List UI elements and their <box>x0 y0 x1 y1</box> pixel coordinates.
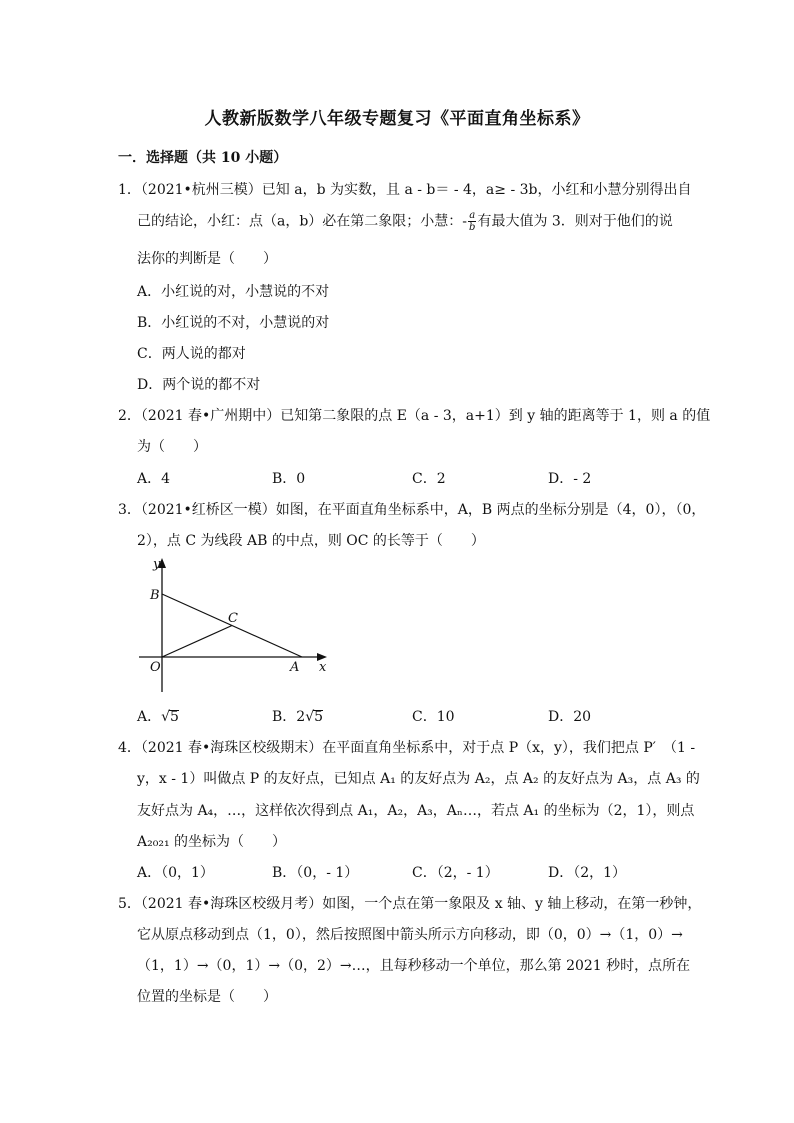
q4-line-4: A₂₀₂₁ 的坐标为（ ） <box>137 834 287 850</box>
q2-line-2: 为（ ） <box>137 439 207 455</box>
q3-option-a[interactable] <box>137 706 179 726</box>
y-axis-label: y <box>153 557 161 572</box>
point-c-label: C <box>228 611 238 626</box>
q1-fraction <box>468 210 476 233</box>
q2-line-1: 2．（2021 春•广州期中）已知第二象限的点 E（a - 3，a+1）到 y 轴的距离等于 1，则 a 的值 <box>118 408 711 424</box>
q2-option-a[interactable]: A．4 <box>137 471 171 487</box>
q3-line-2: 2），点 C 为线段 AB 的中点，则 OC 的长等于（ ） <box>137 533 485 549</box>
q2-option-c[interactable]: C．2 <box>412 471 446 487</box>
q1-line-1: 1．（2021•杭州三模）已知 a，b 为实数，且 a - b＝ - 4，a≥ - 3b，小红和小慧分别得出自 <box>118 182 692 198</box>
q4-line-2: y，x - 1）叫做点 P 的友好点，已知点 A₁ 的友好点为 A₂，点 A₂ 的友好点为 A₃，点 A₃ 的 <box>137 771 700 787</box>
q1-option-d[interactable]: D．两个说的都不对 <box>137 377 261 393</box>
point-b-label: B <box>150 588 160 603</box>
point-o-label: O <box>150 660 161 675</box>
q4-option-b[interactable]: B．（0，- 1） <box>272 865 359 881</box>
q3-option-b-prefix: B．2 <box>272 709 306 725</box>
q4-option-d[interactable]: D．（2，1） <box>548 865 627 881</box>
q1-option-c[interactable]: C．两人说的都对 <box>137 346 246 362</box>
q3-option-d[interactable]: D．20 <box>548 709 592 725</box>
sqrt-icon: √ <box>305 709 315 725</box>
q3-line-1: 3．（2021•红桥区一模）如图，在平面直角坐标系中，A，B 两点的坐标分别是（4，0），（0， <box>118 502 706 518</box>
q1-line-3: 法你的判断是（ ） <box>137 251 277 267</box>
sqrt-icon: √ <box>161 709 171 725</box>
q4-option-c[interactable]: C．（2，- 1） <box>412 865 499 881</box>
q3-option-a-prefix: A． <box>137 709 162 725</box>
q4-line-1: 4．（2021 春•海珠区校级期末）在平面直角坐标系中，对于点 P（x，y），我们把点 P′ （1 - <box>118 740 696 756</box>
q3-option-b[interactable] <box>272 706 323 726</box>
q1-option-a[interactable]: A．小红说的对，小慧说的不对 <box>137 284 330 300</box>
q2-option-d[interactable]: D．- 2 <box>548 471 592 487</box>
q3-coordinate-figure <box>135 556 335 696</box>
q1-line-2-start: 己的结论，小红：点（a，b）必在第二象限；小慧：- <box>137 213 468 230</box>
q4-option-a[interactable]: A．（0，1） <box>137 865 214 881</box>
q3-option-b-radicand: 5 <box>314 709 324 725</box>
page-title: 人教新版数学八年级专题复习《平面直角坐标系》 <box>204 109 590 129</box>
q5-line-1: 5．（2021 春•海珠区校级月考）如图，一个点在第一象限及 x 轴、y 轴上移动，在第一秒钟， <box>118 896 702 912</box>
q1-line-2 <box>137 210 673 233</box>
q3-option-c[interactable]: C．10 <box>412 709 455 725</box>
q5-line-2: 它从原点移动到点（1，0），然后按照图中箭头所示方向移动，即（0，0）→（1，0）→ <box>137 927 683 943</box>
segment-oc <box>162 626 232 658</box>
q1-fraction-denominator: b <box>469 222 476 233</box>
q5-line-4: 位置的坐标是（ ） <box>137 989 277 1005</box>
q1-option-b[interactable]: B．小红说的不对，小慧说的对 <box>137 315 330 331</box>
x-axis-label: x <box>319 660 327 675</box>
q3-option-a-radicand: 5 <box>170 709 179 725</box>
q1-fraction-numerator: a <box>469 210 476 221</box>
point-a-label: A <box>290 660 300 675</box>
section-heading: 一．选择题（共 10 小题） <box>118 150 288 166</box>
q5-line-3: （1，1）→（0，1）→（0，2）→…，且每秒移动一个单位，那么第 2021 秒时，点所在 <box>137 958 691 974</box>
q2-option-b[interactable]: B．0 <box>272 471 306 487</box>
q4-line-3: 友好点为 A₄，…，这样依次得到点 A₁，A₂，A₃，Aₙ…，若点 A₁ 的坐标为（2，1），则点 <box>137 803 695 819</box>
q1-line-2-end: 有最大值为 3．则对于他们的说 <box>477 213 673 230</box>
